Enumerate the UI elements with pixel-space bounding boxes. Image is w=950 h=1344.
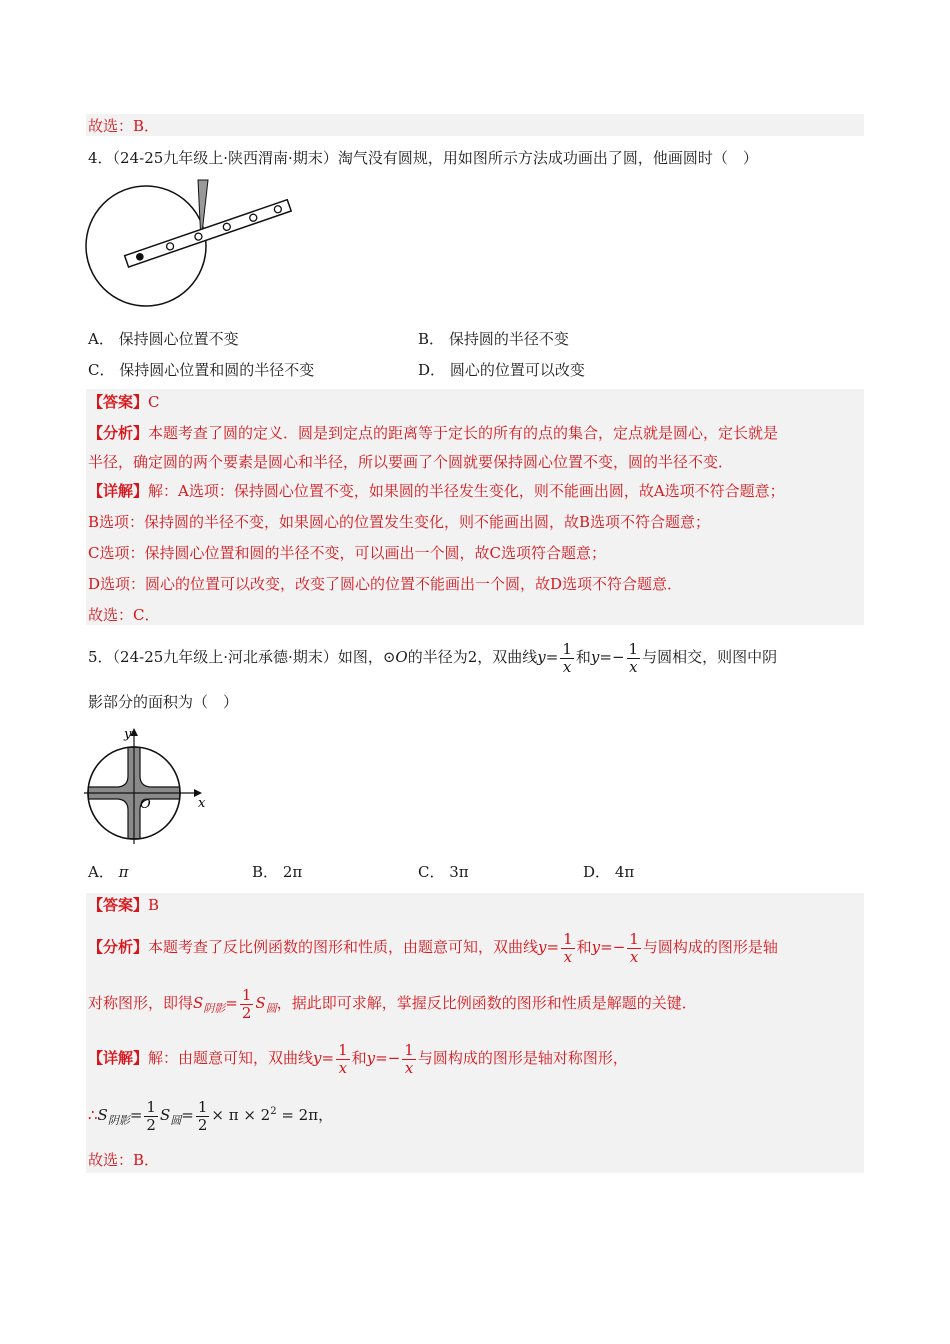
- fig-y-label: y: [124, 727, 132, 742]
- q5-option-a[interactable]: A． π: [88, 863, 129, 881]
- fig-origin-label: O: [140, 797, 151, 812]
- q5-analysis-line-2: 对称图形，即得$S_{阴影}=$ $\frac{1}{2}$ $S_圆$，据此即可求解，掌握反比例函数的图形和性质是解题的关键．: [88, 985, 697, 1022]
- q5-stem-line: 5．（24-25九年级上·河北承德·期末）如图，⊙O的半径为2，双曲线y= $\frac{1}{x}$ 和y=− $\frac{1}{x}$ 与圆相交，则图中阴: [88, 639, 778, 676]
- q4-option-c[interactable]: C． 保持圆心位置和圆的半径不变: [88, 361, 315, 379]
- q5-stem-line-2: 影部分的面积为（ ）: [88, 693, 239, 711]
- q4-source: （24-25九年级上·陕西渭南·期末）: [112, 149, 338, 167]
- q4-option-a[interactable]: A． 保持圆心位置不变: [88, 330, 239, 348]
- q4-analysis-line-1: 【分析】本题考查了圆的定义．圆是到定点的距离等于定长的所有的点的集合，定点就是圆心，定长就是: [88, 424, 779, 442]
- q4-option-d[interactable]: D． 圆心的位置可以改变: [418, 361, 585, 379]
- q5-option-d[interactable]: D． 4π: [583, 863, 635, 881]
- q4-detail-line-4: D选项：圆心的位置可以改变，改变了圆心的位置不能画出一个圆，故D选项不符合题意．: [88, 575, 683, 593]
- q4-detail-line-2: B选项：保持圆的半径不变，如果圆心的位置发生变化，则不能画出圆，故B选项不符合题意；: [88, 513, 711, 531]
- q4-number: 4．: [88, 149, 113, 167]
- q5-option-c[interactable]: C． 3π: [418, 863, 469, 881]
- q4-compass-figure: [84, 176, 304, 316]
- prev-solution-box: [86, 114, 864, 136]
- q5-detail-line-1: 【详解】解：由题意可知，双曲线y= $\frac{1}{x}$ 和y=− $\frac{1}{x}$ 与圆构成的图形是轴对称图形，: [88, 1040, 628, 1077]
- q4-detail-line-1: 【详解】解：A选项：保持圆心位置不变，如果圆的半径发生变化，则不能画出圆，故A选项不符合题意；: [88, 482, 785, 500]
- q4-answer: 【答案】C: [88, 393, 160, 411]
- q5-hyperbola-figure: [84, 726, 214, 846]
- q4-detail-line-3: C选项：保持圆心位置和圆的半径不变，可以画出一个圆，故C选项符合题意；: [88, 544, 606, 562]
- q4-analysis-line-2: 半径，确定圆的两个要素是圆心和半径，所以要画了个圆就要保持圆心位置不变，圆的半径不变．: [88, 453, 734, 471]
- q5-conclusion: 故选：B．: [88, 1151, 160, 1169]
- q4-stem-line: [88, 148, 758, 168]
- q5-option-b[interactable]: B． 2π: [252, 863, 303, 881]
- fig-x-label: x: [198, 796, 206, 811]
- q5-answer: 【答案】B: [88, 896, 160, 914]
- q5-detail-line-2: $\therefore S_{阴影}=$ $\frac{1}{2}$ $S_圆=$ $\frac{1}{2}$ × $\pi \times 2^2 = 2\pi$，: [88, 1097, 334, 1134]
- q4-option-b[interactable]: B． 保持圆的半径不变: [418, 330, 569, 348]
- q4-conclusion: 故选：C．: [88, 606, 160, 624]
- q5-analysis-line-1: 【分析】本题考查了反比例函数的图形和性质，由题意可知，双曲线y= $\frac{1}{x}$ 和y=− $\frac{1}{x}$ 与圆构成的图形是轴: [88, 929, 778, 966]
- prev-conclusion: 故选：B．: [88, 117, 160, 135]
- q4-stem: 淘气没有圆规，用如图所示方法成功画出了圆，他画圆时（ ）: [337, 149, 758, 167]
